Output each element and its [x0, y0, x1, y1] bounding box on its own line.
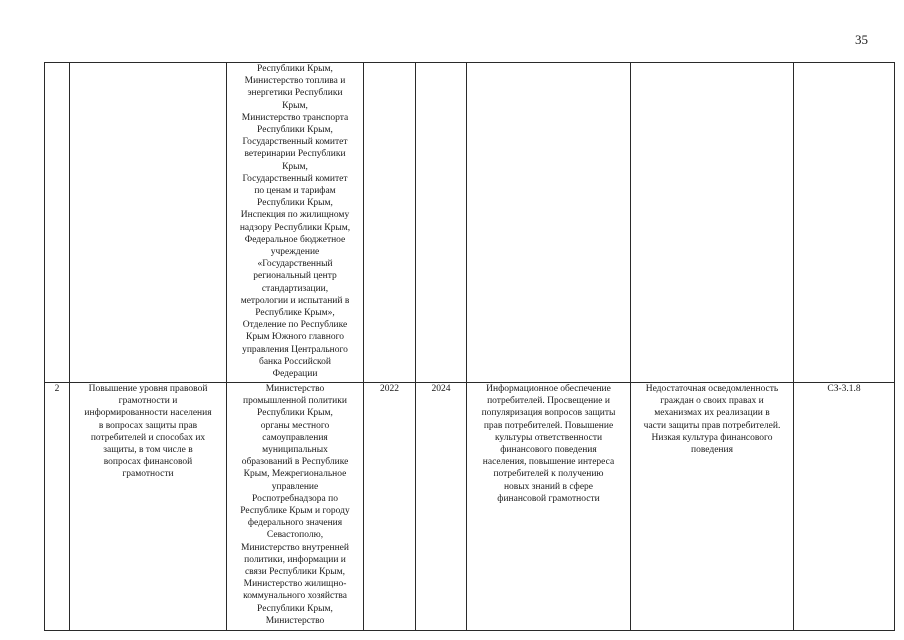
cell-measure-title: [70, 63, 227, 383]
cell-code: [794, 63, 895, 383]
cell-number: 2: [45, 383, 70, 631]
cell-problem: [631, 63, 794, 383]
cell-start-year: [364, 63, 416, 383]
cell-start-year: 2022: [364, 383, 416, 631]
cell-executors: Министерство промышленной политики Республики Крым, органы местного самоуправления муниципальных образований в Республике Крым, Межрегиональное управление Роспотребнадзора по Республике Крым и городу федерального значения Севастополю, Министерство внутренней политики, информации и связи Республики Крым, Министерство жилищно- коммунального хозяйства Республики Крым, Министерство: [227, 383, 364, 631]
cell-measure-title: Повышение уровня правовой грамотности и информированности населения в вопросах защиты прав потребителей и способах их защиты, в том числе в вопросах финансовой грамотности: [70, 383, 227, 631]
cell-expected-result: [467, 63, 631, 383]
cell-code: СЗ-3.1.8: [794, 383, 895, 631]
page-number: 35: [855, 32, 868, 47]
cell-end-year: 2024: [416, 383, 467, 631]
cell-problem: Недостаточная осведомленность граждан о своих правах и механизмах их реализации в части защиты прав потребителей. Низкая культура финансового поведения: [631, 383, 794, 631]
cell-executors: Республики Крым, Министерство топлива и энергетики Республики Крым, Министерство транспорта Республики Крым, Государственный комитет ветеринарии Республики Крым, Государственный комитет по ценам и тарифам Республики Крым, Инспекция по жилищному надзору Республики Крым, Федеральное бюджетное учреждение «Государственный региональный центр стандартизации, метрологии и испытаний в Республике Крым», Отделение по Республике Крым Южного главного управления Центрального банка Российской Федерации: [227, 63, 364, 383]
measures-table: [44, 62, 895, 631]
cell-expected-result: Информационное обеспечение потребителей. Просвещение и популяризация вопросов защиты прав потребителей. Повышение культуры ответственности финансового поведения населения, повышение интереса потребителей к получению новых знаний в сфере финансовой грамотности: [467, 383, 631, 631]
cell-end-year: [416, 63, 467, 383]
table-row-continuation: [45, 63, 895, 383]
cell-number: [45, 63, 70, 383]
table-row-2: [45, 383, 895, 631]
